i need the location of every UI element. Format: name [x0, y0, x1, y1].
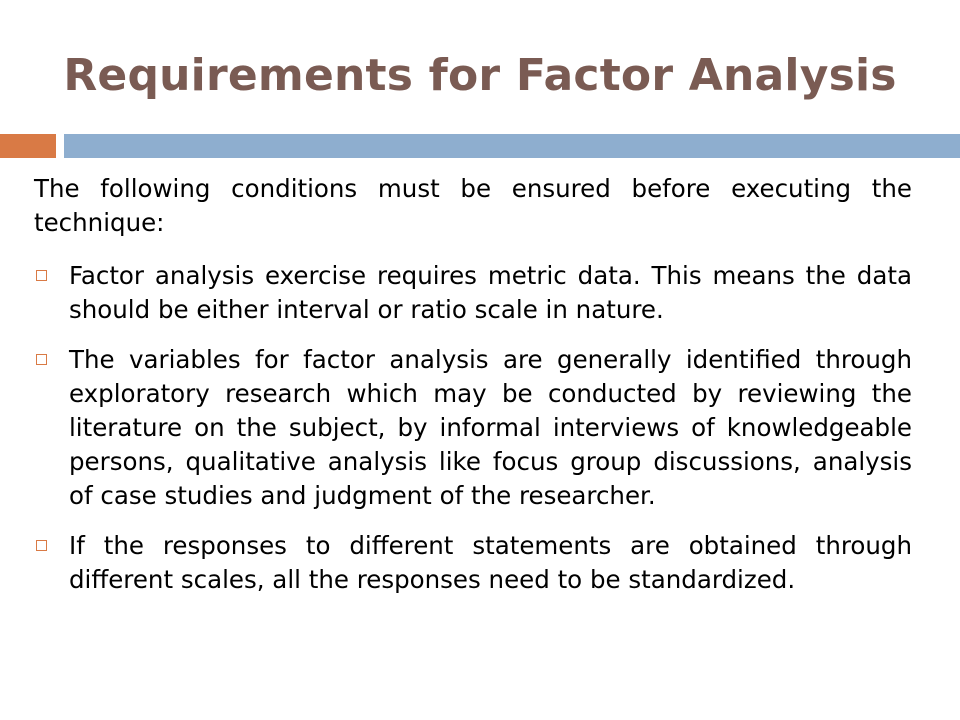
bullet-text: Factor analysis exercise requires metric data. This means the data should be either interval or ratio scale in nature.	[69, 261, 912, 324]
hollow-square-bullet-icon	[36, 354, 47, 365]
accent-bar-left	[0, 134, 56, 158]
bullet-list	[34, 259, 912, 597]
bullet-item	[34, 259, 912, 327]
hollow-square-bullet-icon	[36, 540, 47, 551]
bullet-item	[34, 343, 912, 513]
accent-bar-right	[64, 134, 960, 158]
slide-title: Requirements for Factor Analysis	[63, 50, 897, 101]
hollow-square-bullet-icon	[36, 270, 47, 281]
intro-paragraph: The following conditions must be ensured before executing the technique:	[34, 174, 912, 237]
bullet-text: If the responses to different statements are obtained through different scales, all the responses need to be standardized.	[69, 531, 912, 594]
slide-body	[34, 172, 912, 613]
bullet-item	[34, 529, 912, 597]
bullet-text: The variables for factor analysis are generally identified through exploratory research which may be conducted by reviewing the literature on the subject, by informal interviews of knowledgeable persons, qualitative analysis like focus group discussions, analysis of case studies and judgment of the researcher.	[69, 345, 912, 510]
